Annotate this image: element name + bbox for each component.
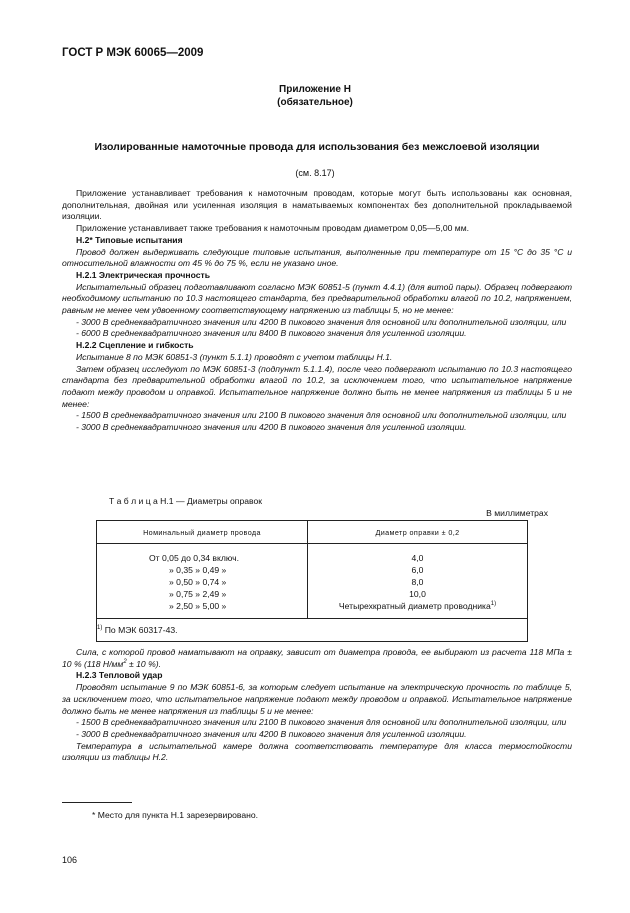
table-row <box>97 564 528 576</box>
footnote-divider <box>62 802 132 803</box>
mandrel-table <box>96 520 528 642</box>
table-cell-range: От 0,05 до 0,34 включ. <box>97 552 308 564</box>
table-footnote <box>97 619 528 642</box>
table-cell-mandrel: 6,0 <box>308 564 528 576</box>
paragraph: Температура в испытательной камере должна соответствовать температуре для класса термостойкости изоляции из таблицы Н.2. <box>62 740 572 763</box>
table-cell-mandrel: 4,0 <box>308 552 528 564</box>
reference: (см. 8.17) <box>295 168 335 178</box>
paragraph: Проводят испытание 9 по МЭК 60851-6, за которым следует испытание на электрическую прочность по таблице 5, за исключением того, что испытательное напряжение подают между проводом и оправкой. Испытательное напряжение должно быть не менее напряжения из таблицы 5 и не менее: <box>62 682 572 716</box>
table-cell-mandrel: 8,0 <box>308 576 528 588</box>
table-cell-mandrel <box>308 600 528 619</box>
paragraph: Приложение устанавливает требования к намоточным проводам, которые могут быть использованы как основная, дополнительная, двойная или усиленная изоляция в наматываемых компонентах без дополнительной прокладываемой изоляции. <box>62 188 572 222</box>
page-footnote: * Место для пункта Н.1 зарезервировано. <box>92 810 259 820</box>
body-text-upper <box>62 188 572 434</box>
section-heading-h21: Н.2.1 Электрическая прочность <box>76 269 210 280</box>
list-item: - 3000 В среднеквадратичного значения или 4200 В пикового значения для усиленной изоляции. <box>76 422 467 433</box>
document-header: ГОСТ Р МЭК 60065—2009 <box>62 47 204 59</box>
page-number: 106 <box>62 855 78 865</box>
table-header-mandrel-diameter: Диаметр оправки ± 0,2 <box>308 521 528 544</box>
paragraph: Испытание 8 по МЭК 60851-3 (пункт 5.1.1) проводят с учетом таблицы Н.1. <box>76 351 393 362</box>
table-row <box>97 600 528 619</box>
table-row <box>97 576 528 588</box>
section-heading-h2: Н.2* Типовые испытания <box>76 234 183 245</box>
section-heading-h23: Н.2.3 Тепловой удар <box>76 670 163 681</box>
table-caption: Т а б л и ц а Н.1 — Диаметры оправок <box>109 496 263 506</box>
table-footnote-mark: 1) <box>97 625 103 632</box>
table-row <box>97 552 528 564</box>
paragraph: Сила, с которой провод наматывают на оправку, зависит от диаметра провода, ее выбирают из расчета 118 МПа ± 10 % (118 $Н/мм^2 \pm 10$ %). <box>62 647 572 669</box>
paragraph: Провод должен выдерживать следующие типовые испытания, выполненные при температуре от 15 °С до 35 °С и относительной влажности от 45 % до 75 %, если не указано иное. <box>62 246 572 269</box>
table-footnote-text: По МЭК 60317-43. <box>104 625 178 635</box>
body-text-lower <box>62 647 572 764</box>
table-header-wire-diameter: Номинальный диаметр провода <box>97 521 308 544</box>
appendix-status: (обязательное) <box>277 97 353 108</box>
table-cell-range: » 0,75 » 2,49 » <box>97 588 308 600</box>
table-footnote-ref: 1) <box>490 601 497 608</box>
table-cell-mandrel-text: Четырехкратный диаметр проводника <box>338 601 491 611</box>
appendix-title: Приложение Н <box>279 84 351 95</box>
list-item: - 1500 В среднеквадратичного значения или 2100 В пикового значения для основной или дополнительной изоляции, или <box>76 717 567 728</box>
list-item: - 1500 В среднеквадратичного значения или 2100 В пикового значения для основной или дополнительной изоляции, или <box>76 410 567 421</box>
paragraph: Затем образец исследуют по МЭК 60851-3 (подпункт 5.1.1.4), после чего подвергают испытанию по 10.3 настоящего стандарта без предварительной обработки влагой по 10.2, за исключением того, что испытательное напряжение подают между проводом и оправкой. Испытательное напряжение должно быть не менее напряжения из таблицы 5 и не менее: <box>62 363 572 409</box>
table-cell-range: » 0,35 » 0,49 » <box>97 564 308 576</box>
list-item: - 3000 В среднеквадратичного значения или 4200 В пикового значения для усиленной изоляции. <box>76 728 467 739</box>
table-row <box>97 588 528 600</box>
paragraph: Испытательный образец подготавливают согласно МЭК 60851-5 (пункт 4.4.1) (для витой пары). Образец подвергают необходимому испытанию по 10.3 настоящего стандарта, без предварительной обработки влагой по 10.2, напряжением, равным не менее чем удвоенному соответствующему напряжению из таблицы 5, но не менее: <box>62 281 572 316</box>
section-heading-h22: Н.2.2 Сцепление и гибкость <box>76 340 194 351</box>
paragraph: Приложение устанавливает также требования к намоточным проводам диаметром 0,05—5,00 мм. <box>76 223 469 234</box>
table-cell-range: » 0,50 » 0,74 » <box>97 576 308 588</box>
table-units: В миллиметрах <box>486 508 548 518</box>
main-title: Изолированные намоточные провода для использования без межслоевой изоляции <box>94 141 540 153</box>
table-cell-range: » 2,50 » 5,00 » <box>97 600 308 619</box>
table-cell-mandrel: 10,0 <box>308 588 528 600</box>
list-item: - 3000 В среднеквадратичного значения или 4200 В пикового значения для основной или дополнительной изоляции, или <box>76 316 567 327</box>
list-item: - 6000 В среднеквадратичного значения или 8400 В пикового значения для усиленной изоляции. <box>76 328 467 339</box>
